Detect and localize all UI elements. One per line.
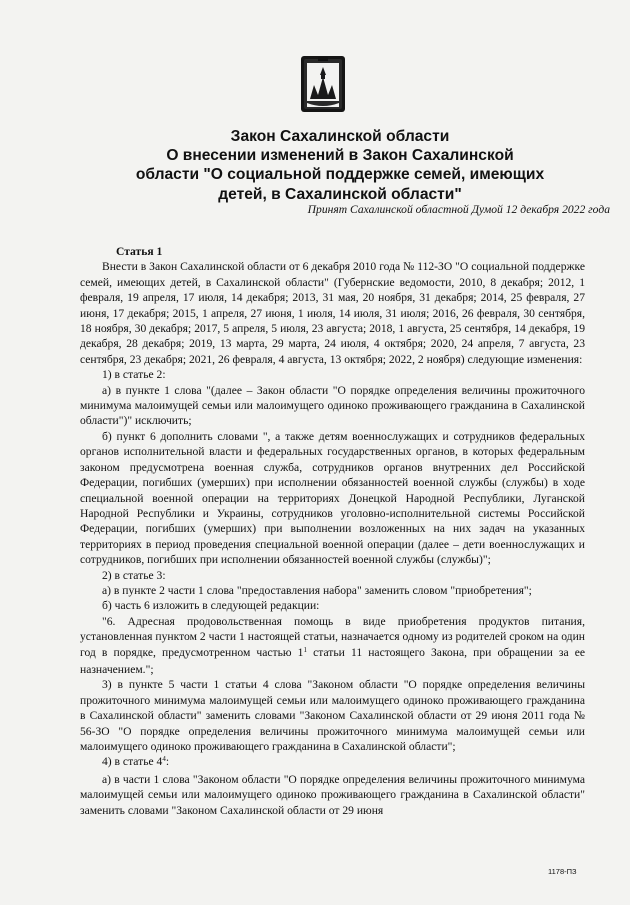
paragraph-text: "6. Адресная продовольственная помощь в виде приобретения продуктов питания, установленная пунктом 2 части 1 настоящей статьи, назначается одному из родителей сроком на один год в порядке, предусмотренном частью 1 <box>80 614 585 659</box>
paragraph: а) в пункте 2 части 1 слова "предоставления набора" заменить словом "приобретения"; <box>102 583 532 597</box>
superscript: 1 <box>303 645 307 654</box>
paragraph-text: статьи 11 настоящего Закона, при обращении за ее назначением."; <box>80 645 586 676</box>
adoption-note: Принят Сахалинской областной Думой 12 декабря 2022 года <box>307 203 610 216</box>
paragraph: а) в пункте 1 слова "(далее – Закон области "О порядке определения величины прожиточного минимума малоимущей семьи или малоимущего одиноко проживающего гражданина в Сахалинской области")" исключить; <box>80 383 585 428</box>
law-title <box>70 127 610 204</box>
title-line: Закон Сахалинской области <box>230 128 450 145</box>
paragraph: Внести в Закон Сахалинской области от 6 декабря 2010 года № 112-ЗО "О социальной поддержке семей, имеющих детей, в Сахалинской области" (Губернские ведомости, 2010, 8 декабря; 2012, 1 февраля, 19 апреля, 17 июля, 14 декабря; 2013, 31 мая, 20 ноября, 31 декабря; 2014, 25 февраля, 27 июня, 17 декабря; 2015, 1 апреля, 27 июня, 1 июля, 14 июля, 31 июля; 2016, 26 февраля, 30 сентября, 18 ноября, 30 декабря; 2017, 5 апреля, 5 июля, 23 августа; 2018, 1 августа, 25 сентября, 14 декабря, 19 декабря, 28 декабря; 2019, 13 марта, 29 марта, 24 июля, 4 октября; 2020, 24 апреля, 7 августа, 23 сентября, 23 декабря; 2021, 26 февраля, 4 августа, 13 октября; 2022, 2 ноября) следующие изменения: <box>80 260 585 366</box>
coat-of-arms-icon <box>300 55 346 113</box>
title-line: детей, в Сахалинской области" <box>218 185 462 203</box>
paragraph: б) пункт 6 дополнить словами ", а также детям военнослужащих и сотрудников федеральных органов исполнительной власти и федеральных государственных органов, в которых федеральным законом предусмотрена военная служба, сотрудников органов внутренних дел Российской Федерации, погибших (умерших) при исполнении обязанностей военной службы (службы) в ходе специальной военной операции на территориях Донецкой Народной Республики, Луганской Народной Республики и Украины, сотрудников уголовно-исполнительной системы Российской Федерации, погибших (умерших) при выполнении возложенных на них задач на указанных территориях в период проведения специальной военной операции (далее – дети военнослужащих и сотрудников, погибших при исполнении обязанностей военной службы (службы)"; <box>80 429 585 567</box>
paragraph: 3) в пункте 5 части 1 статьи 4 слова "Законом области "О порядке определения величины прожиточного минимума малоимущей семьи или малоимущего одиноко проживающего гражданина в Сахалинской области" заменить словами "Законом Сахалинской области от 29 июня 2011 года № 56-ЗО "О порядке определения величины прожиточного минимума малоимущей семьи или малоимущего одиноко проживающего гражданина в Сахалинской области"; <box>80 678 585 753</box>
paragraph: б) часть 6 изложить в следующей редакции: <box>102 599 320 613</box>
paragraph <box>80 754 585 771</box>
document-body <box>80 244 585 818</box>
title-line: области "О социальной поддержке семей, имеющих <box>135 166 545 184</box>
paragraph: а) в части 1 слова "Законом области "О порядке определения величины прожиточного минимума малоимущей семьи или малоимущего одиноко проживающего гражданина в Сахалинской области" заменить словами "Законом Сахалинской области от 29 июня <box>80 772 585 817</box>
paragraph-text: 4) в статье 4 <box>102 755 163 769</box>
paragraph: 2) в статье 3: <box>102 568 166 582</box>
superscript: 4 <box>162 755 166 764</box>
article-heading: Статья 1 <box>116 245 163 258</box>
title-line: О внесении изменений в Закон Сахалинской <box>166 147 514 165</box>
document-code: 1178-ПЗ <box>548 867 577 876</box>
paragraph <box>80 614 585 678</box>
paragraph: 1) в статье 2: <box>102 368 166 382</box>
paragraph-text: : <box>165 755 170 769</box>
